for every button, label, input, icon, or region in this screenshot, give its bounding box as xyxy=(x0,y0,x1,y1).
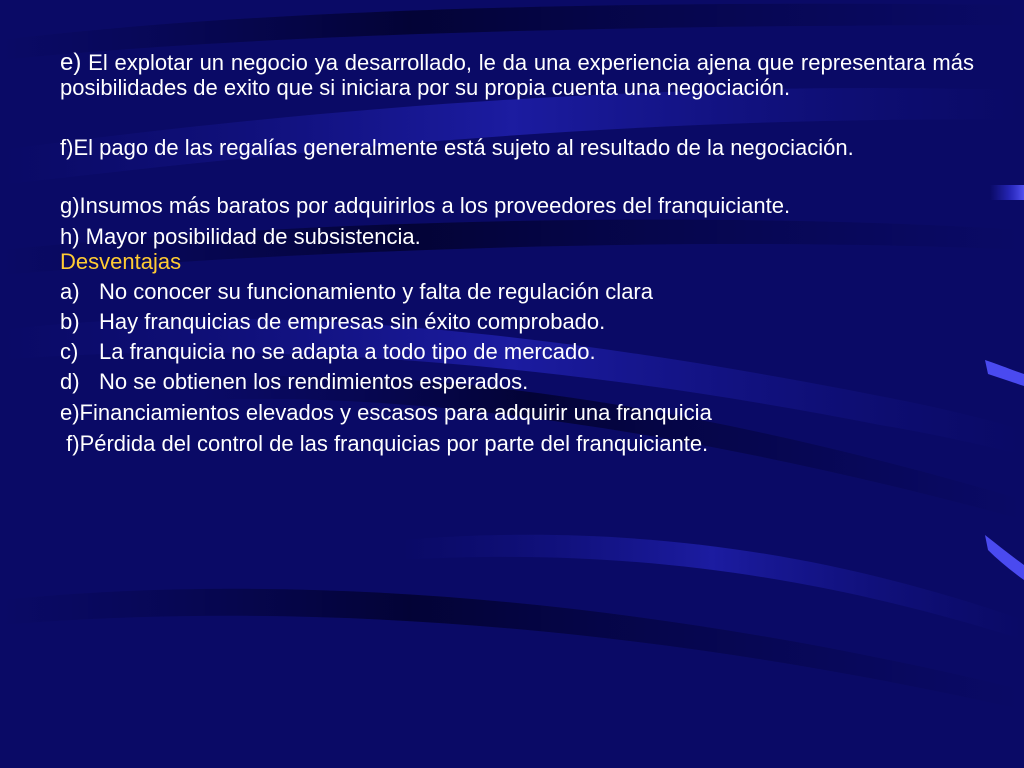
disadvantages-heading: Desventajas xyxy=(60,249,182,274)
list-text: No conocer su funcionamiento y falta de regulación clara xyxy=(99,279,653,304)
advantage-e xyxy=(60,50,974,100)
advantage-h: h) Mayor posibilidad de subsistencia. xyxy=(60,224,421,249)
advantage-e-text: El explotar un negocio ya desarrollado, le da una experiencia ajena que representara más posibilidades de exito que si iniciara por su propia cuenta una negociación. xyxy=(60,50,974,100)
list-marker: d) xyxy=(60,369,80,394)
list-marker: b) xyxy=(60,309,80,334)
list-text: La franquicia no se adapta a todo tipo de mercado. xyxy=(99,339,596,364)
list-text: Hay franquicias de empresas sin éxito comprobado. xyxy=(99,309,606,334)
advantage-e-marker: e) xyxy=(60,49,82,76)
list-marker: c) xyxy=(60,339,79,364)
disadvantage-e: e)Financiamientos elevados y escasos para adquirir una franquicia xyxy=(60,400,712,425)
disadvantage-c xyxy=(60,339,974,364)
list-text: No se obtienen los rendimientos esperados. xyxy=(99,369,529,394)
disadvantage-f: f)Pérdida del control de las franquicias por parte del franquiciante. xyxy=(60,431,709,456)
advantage-f: f)El pago de las regalías generalmente está sujeto al resultado de la negociación. xyxy=(60,135,854,160)
disadvantage-a xyxy=(60,279,974,304)
disadvantage-d xyxy=(60,369,974,394)
disadvantage-b xyxy=(60,309,974,334)
slide-body xyxy=(60,50,974,456)
advantage-g: g)Insumos más baratos por adquirirlos a los proveedores del franquiciante. xyxy=(60,193,791,218)
list-marker: a) xyxy=(60,279,80,304)
